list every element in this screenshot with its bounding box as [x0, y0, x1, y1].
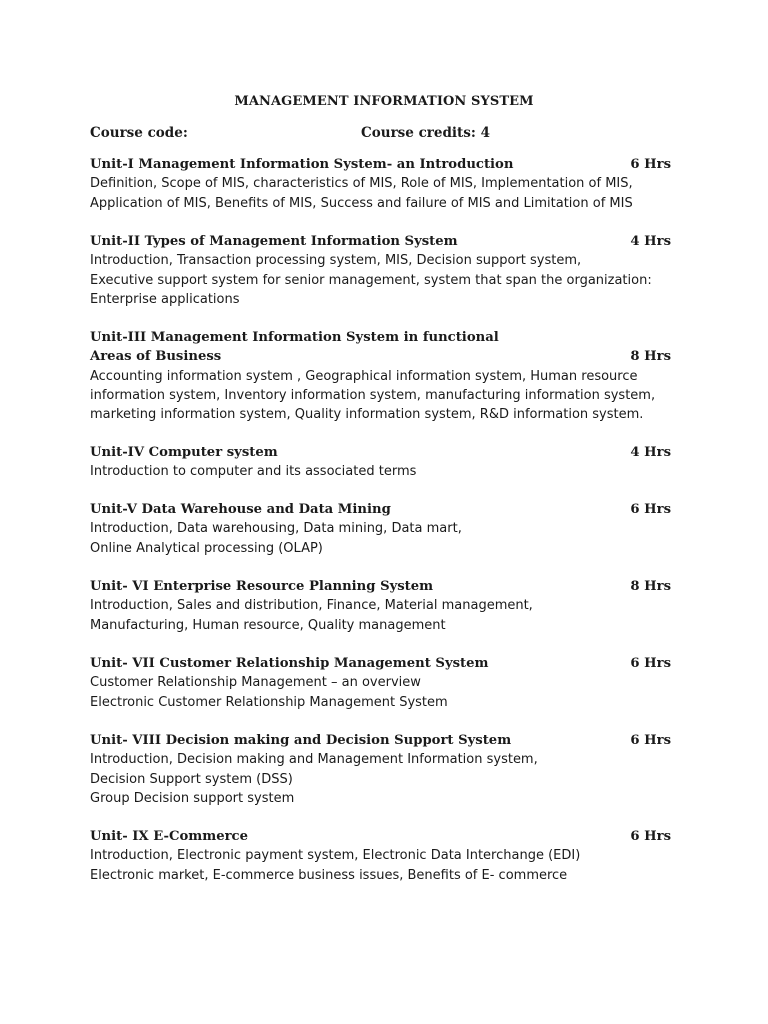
unit-content-line: Application of MIS, Benefits of MIS, Success and failure of MIS and Limitation of MIS: [90, 195, 633, 211]
unit-content-line: information system, Inventory information system, manufacturing information system,: [90, 387, 656, 403]
unit-hours: 6 Hrs: [630, 502, 671, 517]
unit-content: [90, 673, 680, 712]
unit-content: [90, 596, 680, 635]
unit-hours: 8 Hrs: [630, 349, 671, 365]
unit-content-line: Introduction, Decision making and Management Information system,: [90, 752, 538, 768]
unit-section: [90, 500, 680, 558]
unit-content-line: Introduction, Data warehousing, Data mining, Data mart,: [90, 521, 462, 537]
unit-hours: 4 Hrs: [630, 234, 671, 249]
unit-section: [90, 827, 680, 885]
unit-title: Unit- IX E-Commerce: [90, 829, 248, 844]
unit-heading: [90, 731, 680, 750]
unit-hours: 6 Hrs: [630, 829, 671, 844]
unit-content-line: marketing information system, Quality information system, R&D information system.: [90, 407, 644, 423]
unit-title: Unit- VII Customer Relationship Management System: [90, 656, 489, 671]
unit-title: Unit-I Management Information System- an Introduction: [90, 157, 514, 172]
unit-heading: [90, 577, 680, 596]
unit-content: [90, 251, 680, 309]
course-credits-label: Course credits: 4: [361, 125, 490, 141]
unit-content-line: Electronic market, E-commerce business issues, Benefits of E- commerce: [90, 867, 568, 883]
unit-title: Unit-IV Computer system: [90, 445, 278, 460]
unit-content-line: Online Analytical processing (OLAP): [90, 540, 323, 556]
unit-title: Unit-V Data Warehouse and Data Mining: [90, 502, 391, 517]
unit-heading: [90, 827, 680, 846]
unit-content-line: Introduction, Sales and distribution, Finance, Material management,: [90, 598, 533, 614]
unit-content-line: Manufacturing, Human resource, Quality management: [90, 617, 446, 633]
unit-content-line: Introduction, Electronic payment system, Electronic Data Interchange (EDI): [90, 848, 581, 864]
unit-heading: [90, 654, 680, 673]
unit-section: [90, 577, 680, 635]
document-title: MANAGEMENT INFORMATION SYSTEM: [234, 94, 534, 109]
unit-content-line: Definition, Scope of MIS, characteristics of MIS, Role of MIS, Implementation of MIS,: [90, 176, 633, 192]
unit-title: Unit-II Types of Management Information System: [90, 234, 458, 249]
unit-section: [90, 155, 680, 213]
unit-hours: 6 Hrs: [630, 157, 671, 172]
unit-content: [90, 519, 680, 558]
unit-content-line: Enterprise applications: [90, 291, 240, 307]
unit-title: Unit-III Management Information System in functional: [90, 330, 499, 345]
unit-content: [90, 750, 680, 808]
unit-section: [90, 731, 680, 808]
unit-section: [90, 654, 680, 712]
unit-heading: [90, 443, 680, 462]
unit-content: [90, 367, 680, 425]
unit-section: [90, 232, 680, 309]
unit-content-line: Introduction, Transaction processing system, MIS, Decision support system,: [90, 253, 582, 269]
unit-title: Unit- VIII Decision making and Decision Support System: [90, 733, 512, 748]
course-code-label: Course code:: [90, 125, 188, 141]
unit-content-line: Electronic Customer Relationship Management System: [90, 694, 448, 710]
unit-content-line: Accounting information system , Geographical information system, Human resource: [90, 368, 638, 384]
unit-section: [90, 328, 680, 424]
unit-heading: [90, 155, 680, 174]
unit-hours: 6 Hrs: [630, 656, 671, 671]
unit-content-line: Executive support system for senior management, system that span the organization:: [90, 272, 652, 288]
unit-title: Unit- VI Enterprise Resource Planning System: [90, 579, 434, 594]
unit-hours: 8 Hrs: [630, 579, 671, 594]
unit-hours: 4 Hrs: [630, 445, 671, 460]
unit-content-line: Customer Relationship Management – an overview: [90, 675, 421, 691]
unit-hours: 6 Hrs: [630, 733, 671, 748]
unit-content: [90, 846, 680, 885]
unit-content: [90, 174, 680, 213]
unit-heading: [90, 232, 680, 251]
unit-content-line: Group Decision support system: [90, 790, 295, 806]
unit-heading: [90, 500, 680, 519]
unit-heading: [90, 328, 680, 367]
unit-section: [90, 443, 680, 482]
unit-content-line: Introduction to computer and its associated terms: [90, 464, 417, 480]
unit-content-line: Decision Support system (DSS): [90, 771, 293, 787]
unit-content: [90, 462, 680, 481]
unit-title: Areas of Business: [90, 349, 222, 365]
